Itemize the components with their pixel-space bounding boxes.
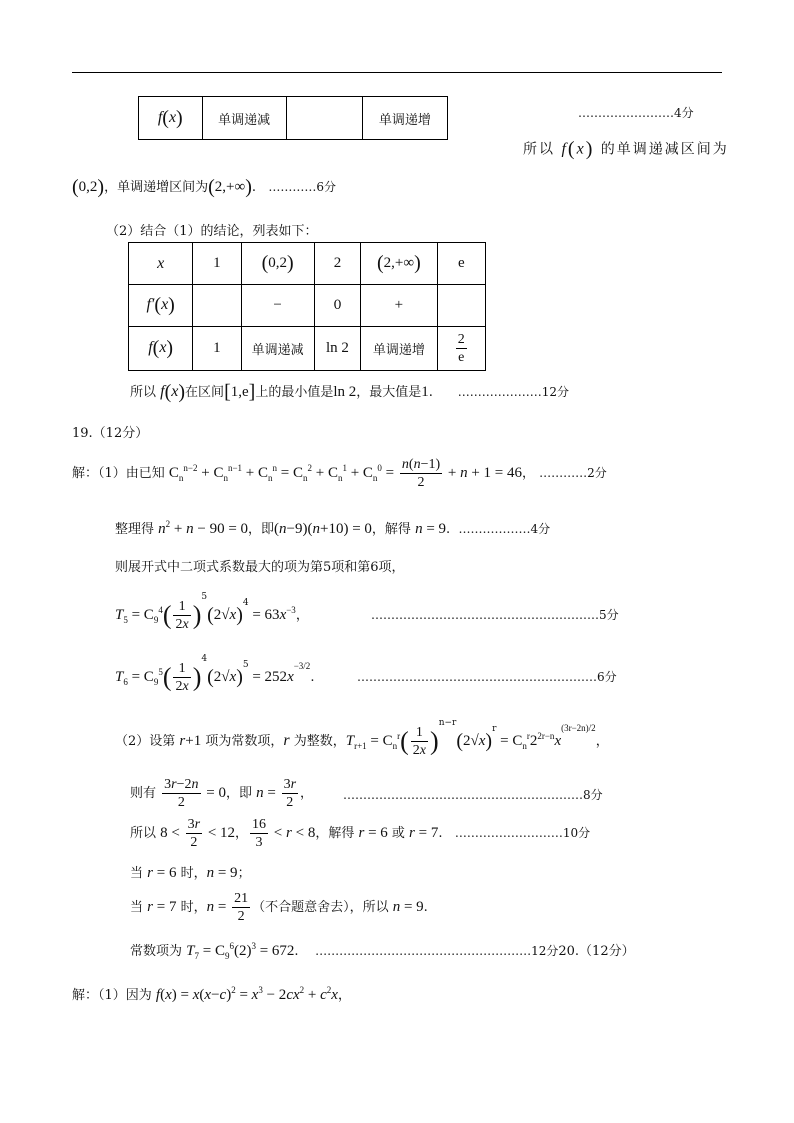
table2-fprime-label: f′(x) <box>129 285 193 327</box>
table2-f-row <box>129 327 486 371</box>
score-4-first: ……………………4分 <box>578 106 694 120</box>
monotonicity-table <box>138 96 448 140</box>
table2-fprime-row <box>129 285 486 327</box>
solution-19-1: 解：（1）由已知 $C_n^{n-2} + C_n^{n-1} + C_n^n = C_n^2 + C_n^1 + C_n^0$ = $\frac{n(n-1)}{2}$ + n + 1 = 46， …………2分 <box>72 457 607 490</box>
score-5: …………………………………………………5分 <box>371 608 619 622</box>
table2-cell: ln 2 <box>314 327 360 371</box>
case-r6: 当 r = 6 时，n = 9； <box>130 865 251 881</box>
solution-19-simplify: 整理得 $n^2 + n - 90 = 0$，即(n−9)(n+10) = 0，解得 n = 9. ………………4分 <box>115 519 551 537</box>
table2-cell: $\frac{2}{e}$ <box>437 327 485 371</box>
table2-cell <box>437 285 485 327</box>
score-10: ………………………10分 <box>454 826 591 840</box>
solution-19-2: （2）设第 r+1 项为常数项，r 为整数，$T_{r+1} = C_n^r$( $\frac{1}{2x}$ )$^{n-r}(2√x)^r = C_n^r2^{2r-n}x^{(3r-2n)/2}$， <box>115 718 609 758</box>
extrema-table <box>128 242 486 371</box>
table2-header-cell: 2 <box>314 243 360 285</box>
score-8: ……………………………………………………8分 <box>343 788 603 802</box>
table2-cell <box>193 285 241 327</box>
t5-formula: $T_5 = C_9^4$( $\frac{1}{2x}$ )$^5(2√x)^4 = 63x^{-3}$， <box>115 592 309 632</box>
header-rule <box>72 72 722 73</box>
solution-19-range: 所以 8 < $\frac{3r}{2}$ < 12， $\frac{16}{3}$ < r < 8，解得 r = 6 或 r = 7. ………………………10分 <box>130 817 591 850</box>
table2-cell: + <box>361 285 437 327</box>
score-2: …………2分 <box>539 466 607 480</box>
q20-title: 20.（12分） <box>558 944 635 959</box>
case-r7: 当 r = 7 时，n = $\frac{21}{2}$ （不合题意舍去），所以 n = 9. <box>130 891 428 924</box>
table2-f-label: f(x) <box>129 327 193 371</box>
table2-header-cell: (0,2) <box>241 243 314 285</box>
score-12-first: …………………12分 <box>457 385 569 399</box>
table1-cell: 单调递增 <box>362 97 447 140</box>
table2-cell: 单调递减 <box>241 327 314 371</box>
minmax-line: 所以 f(x)在区间[1,e]上的最小值是ln 2，最大值是1. …………………12分 <box>130 381 569 403</box>
table2-header-cell: 1 <box>193 243 241 285</box>
table2-cell: − <box>241 285 314 327</box>
table2-cell: 0 <box>314 285 360 327</box>
conclusion-line-1: 所以 f(x) 的单调递减区间为 <box>523 138 729 160</box>
table2-header-cell: e <box>437 243 485 285</box>
table1-row-label: f(x) <box>139 97 203 140</box>
part2-intro: （2）结合（1）的结论，列表如下： <box>106 224 318 239</box>
conclusion-line-2: (0,2)，单调递增区间为(2,+∞). …………6分 <box>72 176 337 198</box>
score-6-first: …………6分 <box>268 180 337 194</box>
score-4-second: ………………4分 <box>458 522 551 536</box>
table1-cell: 单调递减 <box>202 97 286 140</box>
score-12-second: ………………………………………………12分 <box>315 944 559 958</box>
constant-term: 常数项为 $T_7 = C_9^6(2)^3 = 672$. ………………………………………………12分20.（12分） <box>130 941 635 961</box>
t6-formula: $T_6 = C_9^5$( $\frac{1}{2x}$ )$^4(2√x)^5 = 252x^{-3/2}$. <box>115 654 315 694</box>
table2-header-row <box>129 243 486 285</box>
solution-19-cond: 则有 $\frac{3r-2n}{2}$ = 0，即 n = $\frac{3r}{2}$ ， <box>130 777 314 810</box>
table2-header-cell: x <box>129 243 193 285</box>
score-6-second: ……………………………………………………6分 <box>357 670 617 684</box>
table2-cell: 1 <box>193 327 241 371</box>
solution-20-1: 解：（1）因为 $f(x) = x(x-c)^2 = x^3 - 2cx^2 + c^2x$， <box>72 985 351 1003</box>
solution-19-terms: 则展开式中二项式系数最大的项为第5项和第6项， <box>115 560 405 575</box>
table2-cell: 单调递增 <box>361 327 437 371</box>
table1-cell <box>286 97 362 140</box>
q19-title: 19.（12分） <box>72 426 149 441</box>
table2-header-cell: (2,+∞) <box>361 243 437 285</box>
